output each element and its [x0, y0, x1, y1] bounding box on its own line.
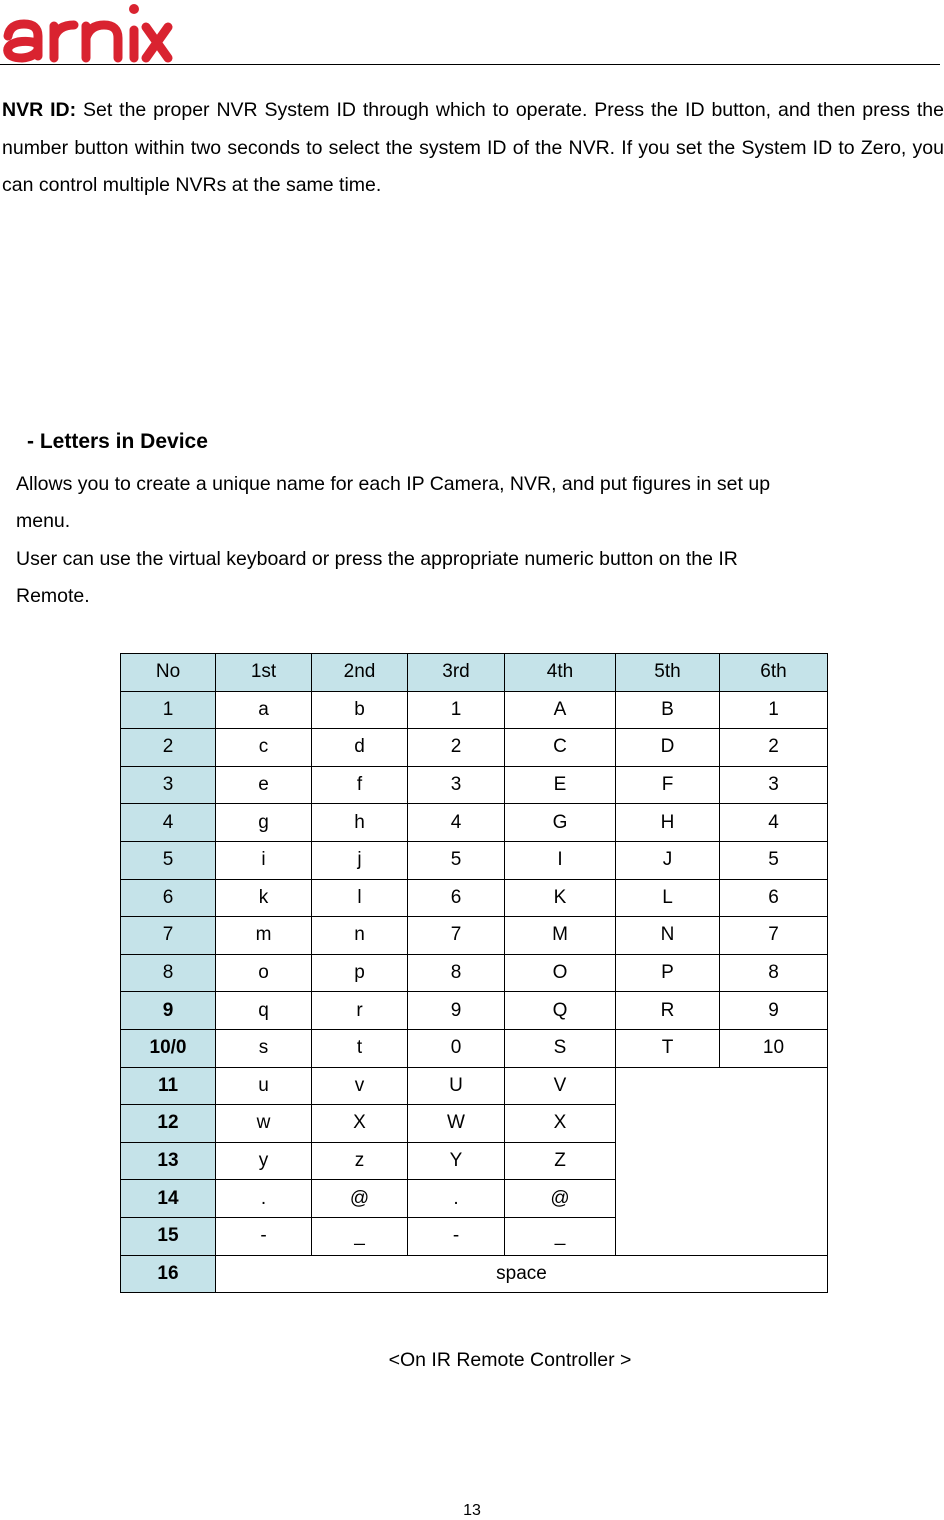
table-cell: U — [408, 1067, 505, 1105]
row-number-cell: 4 — [121, 804, 216, 842]
column-header: 1st — [216, 654, 312, 692]
table-cell: l — [312, 879, 408, 917]
row-number-cell: 8 — [121, 954, 216, 992]
row-number-cell: 16 — [121, 1255, 216, 1293]
table-cell: space — [216, 1255, 828, 1293]
row-number-cell: 6 — [121, 879, 216, 917]
table-cell: A — [505, 691, 616, 729]
table-cell: _ — [505, 1217, 616, 1255]
row-number-cell: 1 — [121, 691, 216, 729]
letters-description — [16, 466, 916, 615]
table-cell: L — [616, 879, 720, 917]
column-header: 6th — [720, 654, 828, 692]
table-row — [121, 804, 828, 842]
table-cell: D — [616, 729, 720, 767]
nvr-id-paragraph — [2, 92, 944, 205]
table-cell: v — [312, 1067, 408, 1105]
table-cell: I — [505, 841, 616, 879]
column-header: 2nd — [312, 654, 408, 692]
table-cell: 0 — [408, 1029, 505, 1067]
table-cell: d — [312, 729, 408, 767]
table-cell: b — [312, 691, 408, 729]
table-cell: 1 — [408, 691, 505, 729]
table-cell: c — [216, 729, 312, 767]
table-row — [121, 1255, 828, 1293]
logo-dot — [129, 4, 139, 14]
table-cell: P — [616, 954, 720, 992]
table-cell: e — [216, 766, 312, 804]
table-cell: 8 — [408, 954, 505, 992]
row-number-cell: 14 — [121, 1180, 216, 1218]
table-cell: B — [616, 691, 720, 729]
row-number-cell: 7 — [121, 917, 216, 955]
table-cell: 5 — [408, 841, 505, 879]
letters-line: User can use the virtual keyboard or press the appropriate numeric button on the IR — [16, 547, 738, 570]
table-cell: w — [216, 1105, 312, 1143]
table-cell: 4 — [408, 804, 505, 842]
table-cell: u — [216, 1067, 312, 1105]
table-row — [121, 766, 828, 804]
table-cell: . — [216, 1180, 312, 1218]
table-cell: X — [312, 1105, 408, 1143]
table-row — [121, 1029, 828, 1067]
letter-mapping-table — [120, 653, 828, 1293]
table-cell: q — [216, 992, 312, 1030]
table-cell: r — [312, 992, 408, 1030]
table-row — [121, 691, 828, 729]
letters-heading: - Letters in Device — [27, 430, 208, 453]
table-cell: 1 — [720, 691, 828, 729]
table-cell: t — [312, 1029, 408, 1067]
header-divider — [0, 64, 940, 65]
table-row — [121, 954, 828, 992]
table-cell: Q — [505, 992, 616, 1030]
table-cell: a — [216, 691, 312, 729]
table-cell: E — [505, 766, 616, 804]
table-cell: 3 — [720, 766, 828, 804]
table-body — [121, 654, 828, 1293]
table-header-row — [121, 654, 828, 692]
table-cell: h — [312, 804, 408, 842]
table-cell: Y — [408, 1142, 505, 1180]
table-row — [121, 729, 828, 767]
row-number-cell: 15 — [121, 1217, 216, 1255]
table-cell: N — [616, 917, 720, 955]
table-row — [121, 917, 828, 955]
table-cell: 8 — [720, 954, 828, 992]
table-row — [121, 1067, 828, 1105]
table-cell: o — [216, 954, 312, 992]
table-cell: C — [505, 729, 616, 767]
table-cell: p — [312, 954, 408, 992]
table-cell: W — [408, 1105, 505, 1143]
table-cell: z — [312, 1142, 408, 1180]
table-cell: i — [216, 841, 312, 879]
table-cell: K — [505, 879, 616, 917]
column-header: 4th — [505, 654, 616, 692]
table-cell: T — [616, 1029, 720, 1067]
letters-line: Remote. — [16, 584, 90, 607]
page-number: 13 — [463, 1502, 481, 1519]
nvr-id-label: NVR ID: — [2, 99, 77, 121]
row-number-cell: 12 — [121, 1105, 216, 1143]
table-cell: f — [312, 766, 408, 804]
table-cell: _ — [312, 1217, 408, 1255]
table-cell: Z — [505, 1142, 616, 1180]
table-cell: H — [616, 804, 720, 842]
row-number-cell: 2 — [121, 729, 216, 767]
table-row — [121, 879, 828, 917]
table-cell: 7 — [720, 917, 828, 955]
row-number-cell: 11 — [121, 1067, 216, 1105]
row-number-cell: 10/0 — [121, 1029, 216, 1067]
table-cell: S — [505, 1029, 616, 1067]
table-cell: 10 — [720, 1029, 828, 1067]
letters-line: Allows you to create a unique name for each IP Camera, NVR, and put figures in set up — [16, 473, 771, 495]
nvr-id-text: Set the proper NVR System ID through which to operate. Press the ID button, and then press the number button within two seconds to select the system ID of the NVR. If you set the System ID to Zero, you can control multiple NVRs at the same time. — [2, 99, 944, 196]
table-cell: 2 — [408, 729, 505, 767]
table-cell: @ — [312, 1180, 408, 1218]
row-number-cell: 13 — [121, 1142, 216, 1180]
row-number-cell: 9 — [121, 992, 216, 1030]
table-cell: - — [216, 1217, 312, 1255]
table-cell: 9 — [408, 992, 505, 1030]
table-row — [121, 841, 828, 879]
table-cell: 9 — [720, 992, 828, 1030]
table-cell: m — [216, 917, 312, 955]
column-header: 3rd — [408, 654, 505, 692]
table-caption: <On IR Remote Controller > — [388, 1349, 632, 1371]
table-cell: 6 — [408, 879, 505, 917]
table-cell: 7 — [408, 917, 505, 955]
table-cell: n — [312, 917, 408, 955]
row-number-cell: 3 — [121, 766, 216, 804]
table-cell: k — [216, 879, 312, 917]
table-cell: G — [505, 804, 616, 842]
arnix-logo — [0, 0, 175, 64]
row-number-cell: 5 — [121, 841, 216, 879]
empty-merged-cell — [616, 1067, 828, 1255]
table-cell: 5 — [720, 841, 828, 879]
table-cell: y — [216, 1142, 312, 1180]
table-cell: s — [216, 1029, 312, 1067]
table-cell: V — [505, 1067, 616, 1105]
table-cell: F — [616, 766, 720, 804]
table-cell: g — [216, 804, 312, 842]
table-cell: M — [505, 917, 616, 955]
letters-line: menu. — [16, 510, 71, 533]
table-cell: 6 — [720, 879, 828, 917]
table-row — [121, 992, 828, 1030]
column-header: No — [121, 654, 216, 692]
table-cell: j — [312, 841, 408, 879]
table-cell: X — [505, 1105, 616, 1143]
table-cell: 4 — [720, 804, 828, 842]
table-cell: 2 — [720, 729, 828, 767]
table-cell: R — [616, 992, 720, 1030]
table-cell: . — [408, 1180, 505, 1218]
column-header: 5th — [616, 654, 720, 692]
table-cell: 3 — [408, 766, 505, 804]
table-cell: @ — [505, 1180, 616, 1218]
table-cell: - — [408, 1217, 505, 1255]
table-cell: O — [505, 954, 616, 992]
table-cell: J — [616, 841, 720, 879]
